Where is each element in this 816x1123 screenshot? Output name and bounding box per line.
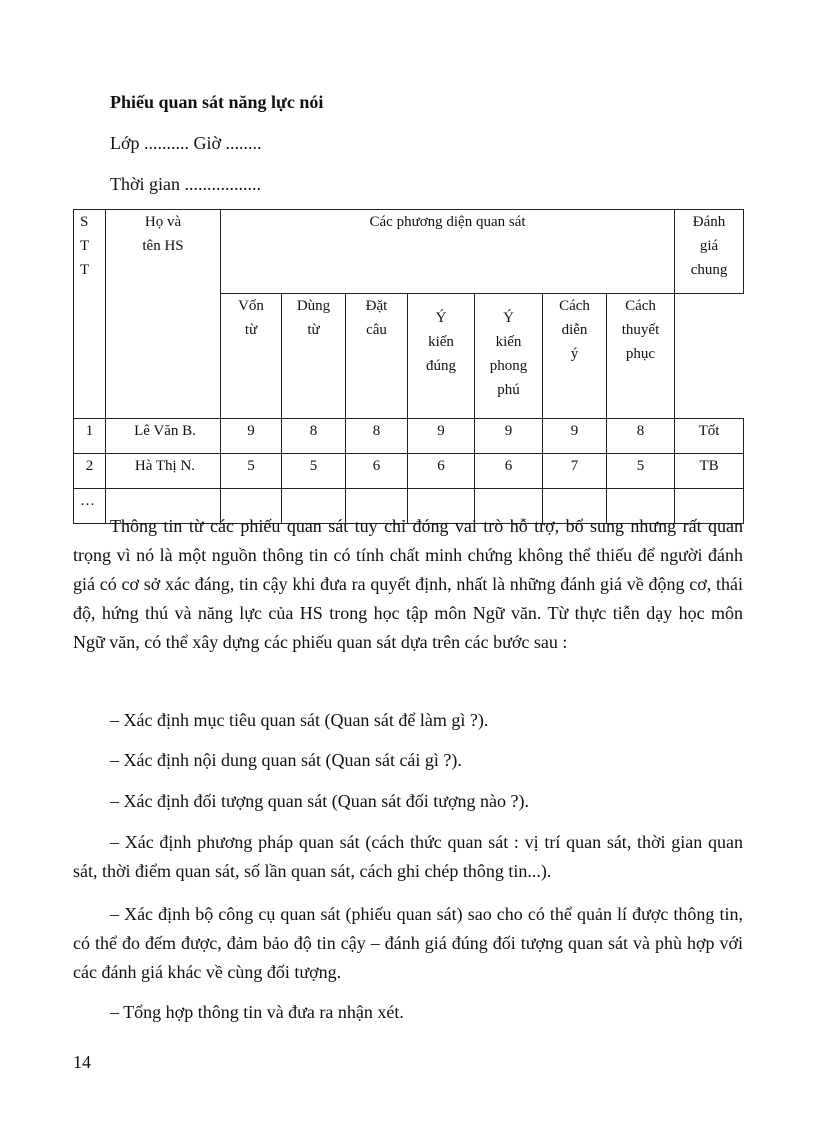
criteria-group-header: Các phương diện quan sát: [221, 210, 675, 294]
criterion-persuasion: Cách thuyết phục: [607, 294, 675, 419]
row-score: 8: [607, 419, 675, 454]
row-score: 5: [221, 454, 282, 489]
step-item: – Tổng hợp thông tin và đưa ra nhận xét.: [110, 1002, 404, 1022]
row-stt: 1: [74, 419, 106, 454]
stt-header: S T T: [74, 210, 106, 419]
table-row: [74, 454, 744, 489]
row-name: Hà Thị N.: [106, 454, 221, 489]
row-score: 9: [408, 419, 475, 454]
row-ellipsis: …: [74, 489, 106, 524]
row-overall: Tốt: [675, 419, 744, 454]
duration-line: Thời gian .................: [110, 174, 262, 194]
row-score: 9: [475, 419, 543, 454]
class-time-line: Lớp .......... Giờ ........: [110, 133, 262, 153]
criterion-expression: Cách diễn ý: [543, 294, 607, 419]
observation-table: [73, 209, 744, 524]
name-header: Họ và tên HS: [106, 210, 221, 419]
overall-header: Đánh giá chung: [675, 210, 744, 294]
row-score: 5: [282, 454, 346, 489]
table-row: [74, 419, 744, 454]
step-item: – Xác định mục tiêu quan sát (Quan sát để làm gì ?).: [110, 710, 489, 730]
criterion-word-use: Dùng từ: [282, 294, 346, 419]
row-score: 6: [475, 454, 543, 489]
criterion-vocabulary: Vốn từ: [221, 294, 282, 419]
intro-paragraph: Thông tin từ các phiếu quan sát tuy chỉ đóng vai trò hỗ trợ, bổ sung nhưng rất quan trọng vì nó là một nguồn thông tin có tính chất minh chứng không thể thiếu để người đánh giá có cơ sở xác đáng, tin cậy khi đưa ra quyết định, nhất là những đánh giá về động cơ, thái độ, hứng thú và năng lực của HS trong học tập môn Ngữ văn. Từ thực tiễn dạy học môn Ngữ văn, có thể xây dựng các phiếu quan sát dựa trên các bước sau :: [73, 516, 743, 652]
row-stt: 2: [74, 454, 106, 489]
step-item: – Xác định nội dung quan sát (Quan sát cái gì ?).: [110, 750, 462, 770]
step-item: – Xác định bộ công cụ quan sát (phiếu quan sát) sao cho có thể quản lí được thông tin, có thể đo đếm được, đảm bảo độ tin cậy – đánh giá đúng đối tượng quan sát và phù hợp với các đánh giá khác về cùng đối tượng.: [73, 904, 743, 982]
criterion-sentence: Đặt câu: [346, 294, 408, 419]
step-item: – Xác định phương pháp quan sát (cách thức quan sát : vị trí quan sát, thời gian quan sát, thời điểm quan sát, số lần quan sát, cách ghi chép thông tin...).: [73, 832, 743, 881]
row-name: Lê Văn B.: [106, 419, 221, 454]
row-score: 6: [408, 454, 475, 489]
row-score: 9: [543, 419, 607, 454]
step-item: – Xác định đối tượng quan sát (Quan sát đối tượng nào ?).: [110, 791, 529, 811]
row-score: 5: [607, 454, 675, 489]
page-number: 14: [73, 1052, 91, 1072]
row-score: 8: [346, 419, 408, 454]
form-title: Phiếu quan sát năng lực nói: [110, 92, 324, 112]
row-overall: TB: [675, 454, 744, 489]
row-score: 9: [221, 419, 282, 454]
row-score: 8: [282, 419, 346, 454]
row-score: 6: [346, 454, 408, 489]
row-score: 7: [543, 454, 607, 489]
criterion-correct-idea: Ý kiến đúng: [408, 294, 475, 419]
criterion-rich-idea: Ý kiến phong phú: [475, 294, 543, 419]
